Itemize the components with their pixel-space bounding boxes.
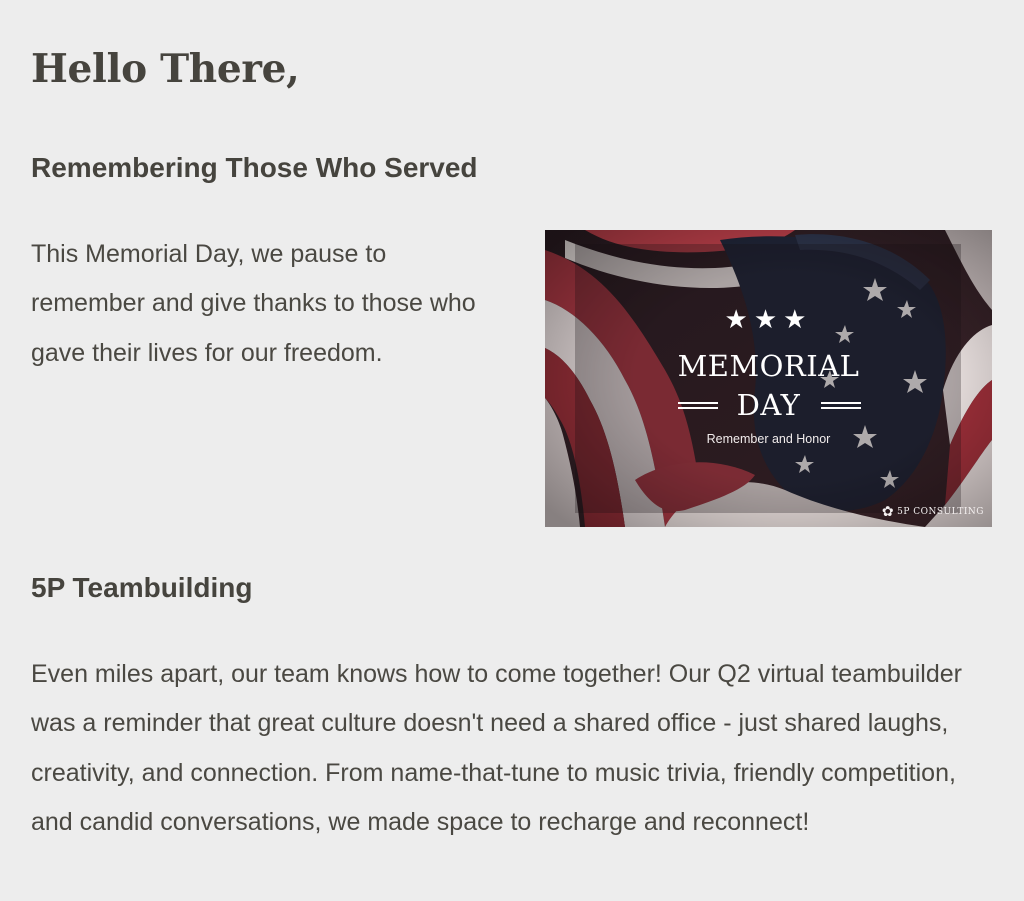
flower-logo-icon: ✿ [881,504,895,520]
teambuilding-section-title: 5P Teambuilding [31,572,253,603]
brand-name: 5P CONSULTING [897,507,984,517]
teambuilding-paragraph: Even miles apart, our team knows how to come together! Our Q2 virtual teambuilder was a reminder that great culture doesn't need a shared office - just shared laughs, creativity, and connection. From name-that-tune to music trivia, friendly competition, and candid conversations, we made space to recharge and reconnect! [31,660,962,836]
memorial-paragraph: This Memorial Day, we pause to remember and give thanks to those who gave their lives for our freedom. [31,240,476,367]
title-rule-right [821,402,861,409]
memorial-section-title: Remembering Those Who Served [31,152,478,183]
stars-ornament: ★★★ [724,305,813,335]
memorial-day-image [545,230,992,527]
image-title-memorial: MEMORIAL [677,349,860,383]
brand-watermark [882,505,984,519]
image-title-day: DAY [736,388,801,422]
greeting-heading: Hello There, [31,46,300,92]
image-subtitle: Remember and Honor [706,432,831,446]
